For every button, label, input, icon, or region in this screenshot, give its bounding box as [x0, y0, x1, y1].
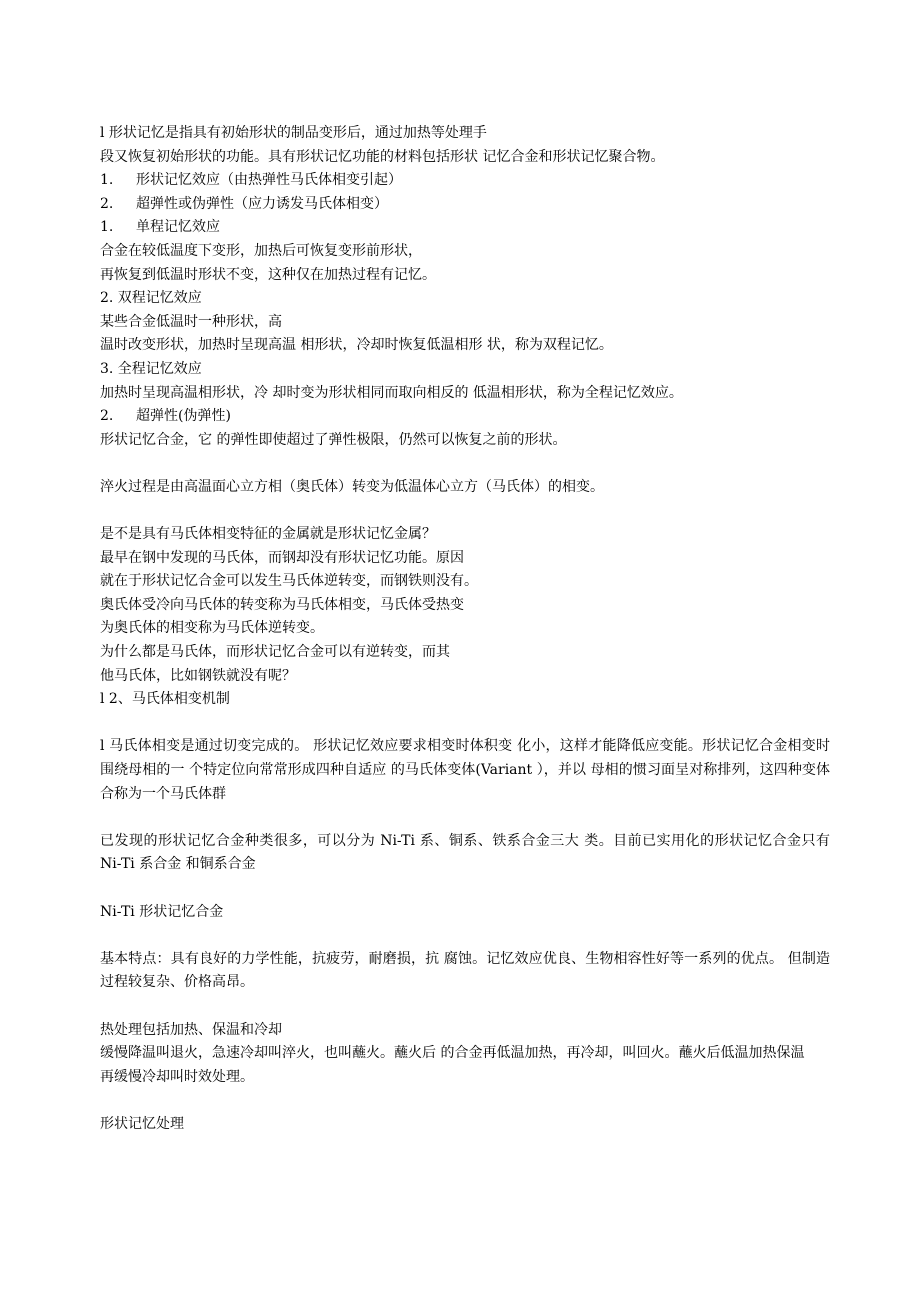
heading-two-way-memory: 2. 双程记忆效应: [100, 290, 202, 307]
list-item-text: 超弹性或伪弹性（应力诱发马氏体相变）: [136, 195, 388, 212]
paragraph-basic-features: 基本特点：具有良好的力学性能，抗疲劳，耐磨损，抗 腐蚀。记忆效应优良、生物相容性好等一系列的优点。 但制造过程较复杂、价格高昂。: [100, 950, 830, 991]
two-way-line-1: 某些合金低温时一种形状，高: [100, 313, 282, 330]
heading-text: 超弹性(伪弹性): [136, 408, 231, 425]
document-body: [100, 122, 830, 1137]
blank-line: [100, 806, 830, 830]
intro-line-1: l 形状记忆是指具有初始形状的制品变形后，通过加热等处理手: [100, 125, 487, 141]
heading-one-way-memory: [100, 216, 830, 240]
martensite-line-1: 最早在钢中发现的马氏体，而钢却没有形状记忆功能。原因: [100, 549, 464, 566]
all-round-line: 加热时呈现高温相形状，冷 却时变为形状相同而取向相反的 低温相形状，称为全程记忆效应。: [100, 384, 683, 401]
superelasticity-line: 形状记忆合金，它 的弹性即使超过了弹性极限，仍然可以恢复之前的形状。: [100, 431, 567, 448]
aging-line: 再缓慢冷却叫时效处理。: [100, 1068, 254, 1085]
heat-treatment-heading: 热处理包括加热、保温和冷却: [100, 1021, 282, 1038]
blank-line: [100, 1089, 830, 1113]
martensite-line-4: 为奥氏体的相变称为马氏体逆转变。: [100, 620, 324, 637]
list-number: 1.: [100, 172, 114, 189]
heading-text: 单程记忆效应: [136, 219, 220, 236]
paragraph-alloy-types: 已发现的形状记忆合金种类很多，可以分为 Ni-Ti 系、铜系、铁系合金三大 类。目前已实用化的形状记忆合金只有 Ni-Ti 系合金 和铜系合金: [100, 832, 830, 873]
martensite-line-6: 他马氏体，比如钢铁就没有呢？: [100, 667, 296, 684]
blank-line: [100, 712, 830, 736]
martensite-line-2: 就在于形状记忆合金可以发生马氏体逆转变，而钢铁则没有。: [100, 573, 478, 590]
heading-all-round-memory: 3. 全程记忆效应: [100, 360, 202, 377]
blank-line: [100, 995, 830, 1019]
heading-martensite-mechanism: l 2、马氏体相变机制: [100, 691, 230, 708]
heading-superelasticity: [100, 405, 830, 429]
list-item-text: 形状记忆效应（由热弹性马氏体相变引起）: [136, 172, 402, 189]
intro-line-2: 段又恢复初始形状的功能。具有形状记忆功能的材料包括形状 记忆合金和形状记忆聚合物。: [100, 148, 665, 165]
heading-shape-memory-treatment: 形状记忆处理: [100, 1115, 184, 1132]
heading-niti-alloy: Ni-Ti 形状记忆合金: [100, 903, 224, 920]
paragraph-annealing: 缓慢降温叫退火，急速冷却叫淬火，也叫蘸火。蘸火后 的合金再低温加热，再冷却，叫回火。蘸火后低温加热保温: [100, 1045, 805, 1062]
martensite-line-3: 奥氏体受冷向马氏体的转变称为马氏体相变，马氏体受热变: [100, 596, 464, 613]
quenching-line: 淬火过程是由高温面心立方相（奥氏体）转变为低温体心立方（马氏体）的相变。: [100, 478, 604, 495]
two-way-line-2: 温时改变形状，加热时呈现高温 相形状，冷却时恢复低温相形 状，称为双程记忆。: [100, 337, 613, 354]
list-number: 1.: [100, 219, 114, 236]
list-item-superelasticity: [100, 193, 830, 217]
blank-line: [100, 924, 830, 948]
list-number: 2.: [100, 408, 114, 425]
blank-line: [100, 500, 830, 524]
paragraph-shear-transformation: l 马氏体相变是通过切变完成的。 形状记忆效应要求相变时体积变 化小，这样才能降低应变能。形状记忆合金相变时围绕母相的一 个特定位向常常形成四种自适应 的马氏体变体(Variant ），并以 母相的惯习面呈对称排列，这四种变体合称为一个马氏体群: [100, 738, 830, 802]
list-item-shape-memory-effect: [100, 169, 830, 193]
martensite-line-5: 为什么都是马氏体，而形状记忆合金可以有逆转变，而其: [100, 644, 450, 661]
one-way-line-2: 再恢复到低温时形状不变，这种仅在加热过程有记忆。: [100, 266, 436, 283]
one-way-line-1: 合金在较低温度下变形，加热后可恢复变形前形状，: [100, 242, 422, 259]
question-line: 是不是具有马氏体相变特征的金属就是形状记忆金属？: [100, 526, 436, 543]
list-number: 2.: [100, 195, 114, 212]
blank-line: [100, 452, 830, 476]
blank-line: [100, 877, 830, 901]
